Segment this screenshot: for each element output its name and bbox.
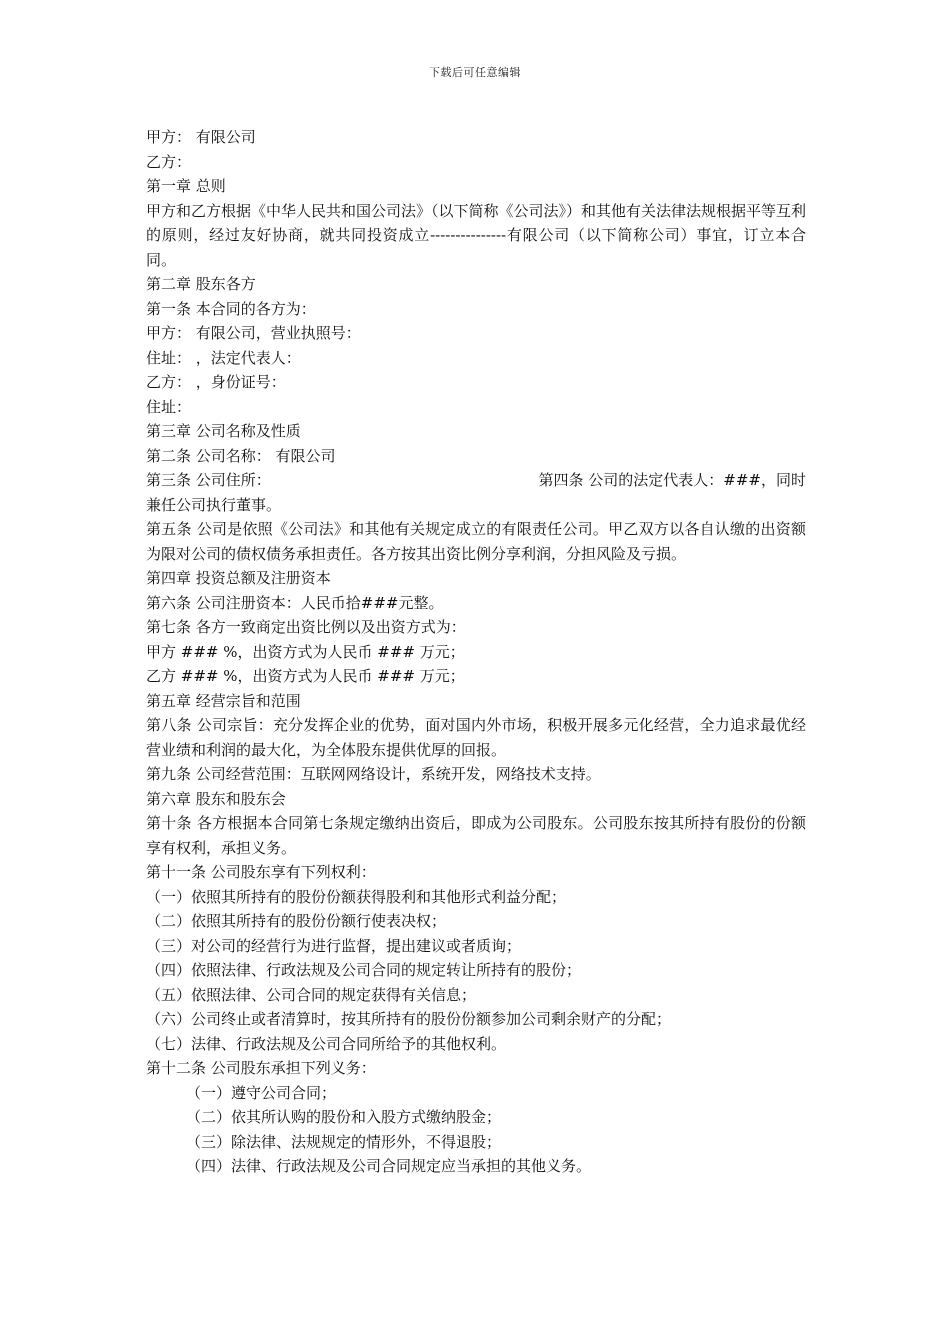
chapter-2-heading: 第二章 股东各方 [146,275,256,293]
chapter-4-heading: 第四章 投资总额及注册资本 [146,569,331,587]
article-6: 第六条 公司注册资本：人民币拾###元整。 [146,593,444,612]
page-header-note: 下载后可任意编辑 [429,66,521,79]
party-b-line: 乙方： [146,152,192,171]
chapter-5-heading: 第五章 经营宗旨和范围 [146,691,301,710]
article-3-4-line [146,468,806,493]
article-8: 第八条 公司宗旨：充分发挥企业的优势，面对国内外市场，积极开展多元化经营，全力追求最优经营业绩和利润的最大化，为全体股东提供优厚的回报。 [146,716,806,759]
party-b-contribution: 乙方 ### %，出资方式为人民币 ### 万元； [146,667,465,685]
article-7: 第七条 各方一致商定出资比例以及出资方式为： [146,618,466,636]
rights-item: （六）公司终止或者清算时，按其所持有的股份份额参加公司剩余财产的分配； [146,1010,672,1028]
article-5: 第五条 公司是依照《公司法》和其他有关规定成立的有限责任公司。甲乙双方以各自认缴的出资额为限对公司的债权债务承担责任。各方按其出资比例分享利润，分担风险及亏损。 [146,520,806,563]
party-b-details: 乙方： ，身份证号： [146,373,286,391]
article-3: 第三条 公司住所： [146,471,271,489]
rights-item: （四）依照法律、行政法规及公司合同的规定转让所持有的股份； [146,961,582,979]
duties-item: （三）除法律、法规规定的情形外，不得退股； [186,1132,502,1151]
chapter-1-heading: 第一章 总则 [146,177,226,195]
article-4: 第四条 公司的法定代表人：###，同时 [538,471,806,489]
chapter-6-heading: 第六章 股东和股东会 [146,789,286,808]
party-a-address: 住址： ，法定代表人： [146,348,301,367]
party-a-contribution: 甲方 ### %，出资方式为人民币 ### 万元； [146,642,465,661]
article-11: 第十一条 公司股东享有下列权利： [146,863,376,881]
article-2: 第二条 公司名称： 有限公司 [146,446,336,465]
rights-item: （七）法律、行政法规及公司合同所给予的其他权利。 [146,1034,507,1053]
party-a-line: 甲方： 有限公司 [146,128,256,146]
party-a-details: 甲方： 有限公司，营业执照号： [146,324,361,342]
rights-item: （二）依照其所持有的股份份额行使表决权； [146,912,447,930]
article-10: 第十条 各方根据本合同第七条规定缴纳出资后，即成为公司股东。公司股东按其所持有股份的份额享有权利，承担义务。 [146,814,806,857]
contract-body [146,125,806,1179]
rights-item: （一）依照其所持有的股份份额获得股利和其他形式利益分配； [146,887,567,906]
party-b-address: 住址： [146,397,192,416]
rights-item: （三）对公司的经营行为进行监督，提出建议或者质询； [146,936,522,955]
article-9: 第九条 公司经营范围：互联网网络设计，系统开发，网络技术支持。 [146,765,601,783]
duties-item: （二）依其所认购的股份和入股方式缴纳股金； [186,1108,502,1126]
preamble-paragraph: 甲方和乙方根据《中华人民共和国公司法》（以下简称《公司法》）和其他有关法律法规根据平等互利的原则，经过友好协商，就共同投资成立---------------有限公司（以下简称公司）事宜，订立本合同。 [146,201,807,269]
duties-item: （四）法律、行政法规及公司合同规定应当承担的其他义务。 [186,1157,592,1175]
duties-item: （一）遵守公司合同； [186,1083,337,1102]
article-4-continued: 兼任公司执行董事。 [146,495,282,514]
rights-item: （五）依照法律、公司合同的规定获得有关信息； [146,985,477,1004]
article-12: 第十二条 公司股东承担下列义务： [146,1059,376,1077]
chapter-3-heading: 第三章 公司名称及性质 [146,422,301,440]
article-1: 第一条 本合同的各方为： [146,299,316,318]
